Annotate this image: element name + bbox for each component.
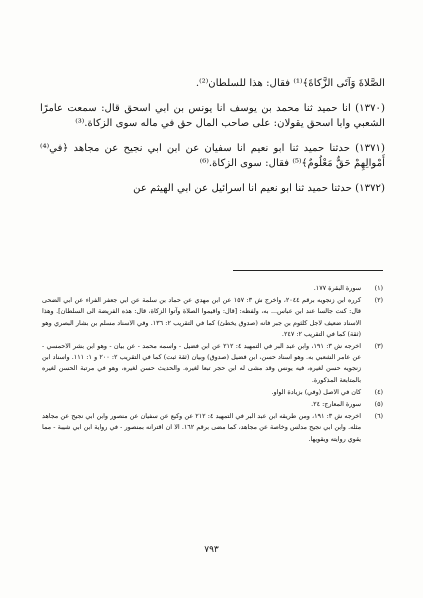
footnote-number: (١) — [374, 284, 383, 292]
page-number: ٧٩٣ — [204, 545, 219, 555]
footnote-text: سورة البقرة ١٧٧. — [313, 284, 361, 292]
paragraph-1372: (١٣٧٢) حدثنا حميد ثنا ابو نعيم انا اسرائيل عن ابي الهيثم عن — [133, 183, 385, 194]
footnote-item — [42, 411, 383, 445]
footnote-text: اخرجه ش ٣: ١٩١، وابن عبد البر في التمهيد ٤: ٢١٢ عن ابن فضيل - واسمه محمد - عن بيان - وهو ابن بشر الاحمسي - عن عامر الشعبي به. وهو اسناد حسن، ابن فضيل (صدوق) وبيان (ثقة ثبت) كما في التقريب ٢: ٢٠٠ و ١: ١١١. واسناد ابن زنجويه حسن لغيره، فيه يونس وقد مشى له ابن حجر تبعا لغيره. والحديث حسن لغيره، وهو في مرتبة الحسن لغيره بالمتابعة المذكورة. — [42, 342, 362, 384]
footnote-number: (٣) — [374, 342, 383, 351]
footnote-number: (٤) — [374, 387, 383, 396]
paragraph-1371: (١٣٧١) حدثنا حميد ثنا ابو نعيم انا سفيان عن ابن ابي نجيح عن مجاهد ﴿في⁽⁴⁾ أَمْوالِهِمْ حَقٌّ مَعْلُومٌ﴾⁽⁵⁾ فقال: سوى الزكاة.⁽⁶⁾ — [40, 143, 385, 169]
paragraph-1370: (١٣٧٠) انا حميد ثنا محمد بن يوسف انا يونس بن ابي اسحق قال: سمعت عامرًا الشعبي وابا اسحق يقولان: على صاحب المال حق في ماله سوى الزكاة.⁽³⁾ — [40, 103, 385, 129]
footnote-text: كرره ابن زنجويه برقم ٢٠٤٤، واخرج ش ٣: ١٥٧ عن ابن مهدي عن حماد بن سلمة عن ابي جعفر الفراء عن ابي الضحى قال: كنت جالسا عند ابن عباس... به، ولفظه: [قال: واقيموا الصلاة وآتوا الزكاة، قال: هذه الفريضة الى السلطان]. وهذا الاسناد ضعيف لاجل كلثوم بن جبر فانه (صدوق يخطئ) كما في التقريب ٢: ١٣٦. وفي الاسناد مسلم بن بشار البصري وهو (ثقة) كما في التقريب ٢: ٢٤٧. — [42, 296, 362, 338]
main-text — [40, 76, 385, 206]
footnote-text: كان في الاصل (وفي) بزيادة الواو. — [271, 387, 361, 396]
footnote-divider — [233, 270, 383, 271]
footnote-number: (٢) — [374, 296, 383, 305]
footnote-number: (٦) — [374, 412, 383, 421]
footnote-item — [42, 341, 383, 386]
footnote-text: اخرجه ش ٣: ١٩١، ومن طريقه ابن عبد البر في التمهيد ٤: ٢١٢ عن وكيع عن سفيان عن منصور وابن ابي نجيح عن مجاهد مثله. وابن ابي نجيح مدلس وخاصة عن مجاهد، كما مضى برقم ١٦٢. الا ان اقترانه بمنصور - في رواية ابن ابي شيبة - مما يقوي روايته ويقويها. — [42, 412, 362, 443]
footnote-item — [42, 295, 383, 340]
footnote-item — [42, 387, 383, 398]
footnote-number: (٥) — [374, 400, 383, 409]
footnotes — [42, 283, 383, 446]
footnote-item — [42, 399, 383, 410]
footnote-item — [42, 283, 383, 294]
paragraph-intro: الصَّلاةَ وَآتَى الزَّكاةَ﴾⁽¹⁾ فقال: هذا للسلطان⁽²⁾. — [195, 78, 385, 89]
footnote-text: سورة المعارج: ٢٤. — [311, 400, 361, 409]
